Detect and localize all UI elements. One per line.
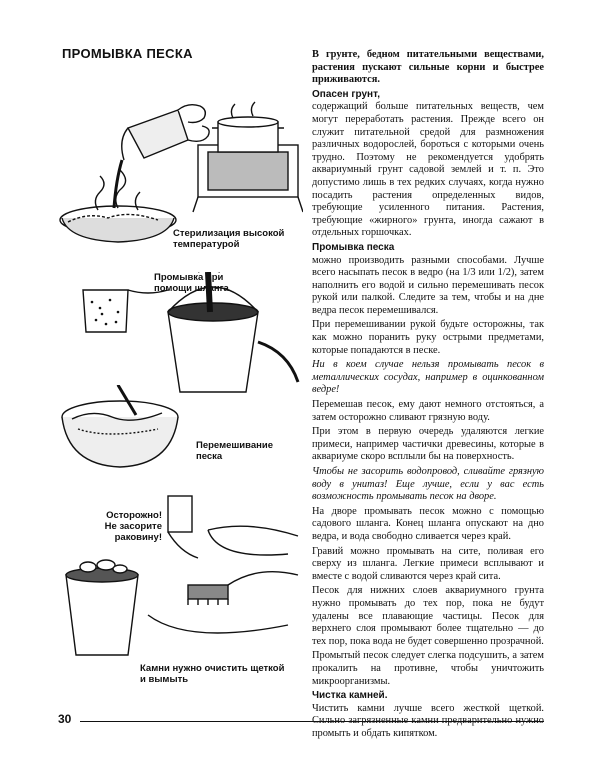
illustrations-column: [58, 100, 303, 695]
footer-rule: [80, 721, 544, 722]
heading-stone-cleaning: Чистка камней.: [312, 690, 388, 702]
paragraph-nutrients: содержащий больше питательных веществ, чем могут переработать растения. Прежде всего он служит питательной средой для размножения различных водорослей, бороться с которыми очень трудно. Поэтому не рекомендуется удобрять аквариумный грунт садовой землей и т. п. Это допустимо лишь в тех редких случаях, когда нужно посадить растения определенных видов, требующие усиленного питания. Растения, требующие «жирного» грунта, иногда сажают в отдельных горшочках.: [312, 101, 544, 239]
caption-careful: Осторожно! Не засорите раковину!: [104, 510, 162, 543]
caption-hose-wash: Промывка при помощи шланга: [154, 272, 229, 294]
paragraph-dry-roast: Промытый песок следует слегка подсушить, а затем прокалить на противне, чтобы уничтожить микроорганизмы.: [312, 650, 544, 687]
paragraph-stone-brush: Чистить камни лучше всего жесткой щеткой. Сильно загрязненные камни предварительно нужно промыть и обдать кипятком.: [312, 702, 544, 739]
paragraph-light-impurities: При этом в первую очередь удаляются легкие примеси, например частички древесины, которые в аквариуме скоро всплыли бы на поверхность.: [312, 426, 544, 463]
paragraph-layers: Песок для нижних слоев аквариумного грунта нужно промывать до тех пор, пока не будут удалены все плавающие частицы. Песок для верхнего слоя промывают более тщательно — до тех пор, пока вода не будет совершенно прозрачной.: [312, 585, 544, 647]
page-footer: [58, 712, 544, 726]
heading-dangerous-soil: Опасен грунт,: [312, 88, 380, 100]
intro-paragraph: В грунте, бедном питательными веществами, растения пускают сильные корни и быстрее приживаются.: [312, 49, 544, 86]
paragraph-plumbing: Чтобы не засорить водопровод, сливайте грязную воду в унитаз! Еще лучше, если у вас есть возможность промывать песок на дворе.: [312, 466, 544, 503]
caption-mixing: Перемешивание песка: [196, 440, 274, 462]
stones-brushing-illustration: [58, 555, 303, 665]
caption-stones: Камни нужно очистить щеткой и вымыть: [140, 663, 285, 685]
paragraph-settle: Перемешав песок, ему дают немного отстояться, а затем осторожно сливают грязную воду.: [312, 399, 544, 423]
caption-sterilization: Стерилизация высокой температурой: [173, 228, 285, 250]
paragraph-gravel-sieve: Гравий можно промывать на сите, поливая его сверху из шланга. Легкие примеси всплывают и вместе с водой сливаются через край сита.: [312, 545, 544, 582]
paragraph-careful-hands: При перемешивании рукой будьте осторожны, так как можно поранить руку острыми предметами, которые попадаются в песке.: [312, 319, 544, 356]
page-title: ПРОМЫВКА ПЕСКА: [62, 46, 193, 61]
page-number: 30: [58, 712, 72, 726]
paragraph-no-metal: Ни в коем случае нельзя промывать песок в металлических сосудах, например в оцинкованном ведре!: [312, 359, 544, 396]
paragraph-washing-methods: можно производить разными способами. Лучше всего насыпать песок в ведро (на 1/3 или 1/2), затем наполнить его водой и сильно перемешивать песок рукой или палкой. Следите за тем, чтобы и на дне ведра песок перемешивался.: [312, 254, 544, 316]
heading-sand-washing: Промывка песка: [312, 241, 395, 253]
sink-illustration: [148, 490, 303, 565]
article-text: [312, 49, 544, 742]
paragraph-garden-hose: На дворе промывать песок можно с помощью садового шланга. Конец шланга опускают на дно ведра, и вода свободно сливается через край.: [312, 505, 544, 542]
